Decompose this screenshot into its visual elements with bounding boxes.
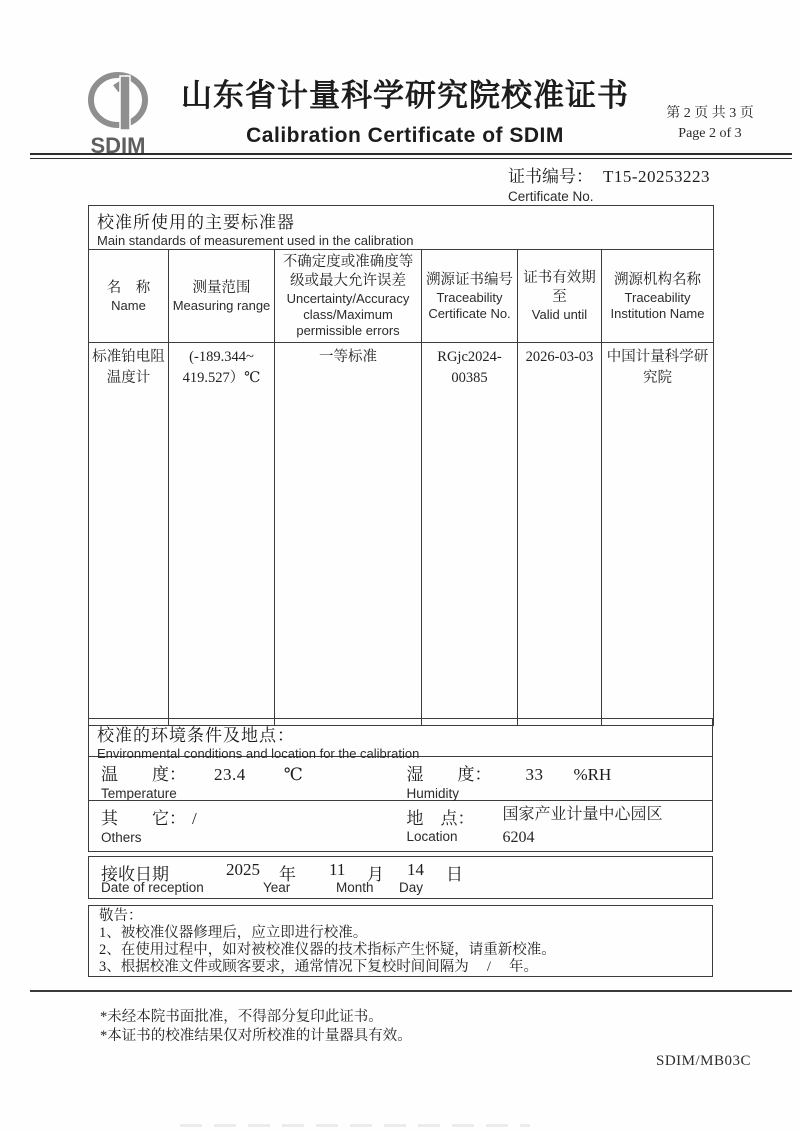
certificate-no-value: T15-20253223 xyxy=(603,167,711,186)
col-header-uncertainty: 不确定度或准确度等级或最大允许误差 Uncertainty/Accuracy class/Maximum permissible errors xyxy=(275,250,422,343)
col-header-traceability-no: 溯源证书编号 Traceability Certificate No. xyxy=(422,250,518,343)
page-number-en: Page 2 of 3 xyxy=(678,126,742,141)
environment-title-cn: 校准的环境条件及地点： xyxy=(97,726,295,745)
page-title-en: Calibration Certificate of SDIM xyxy=(246,124,564,147)
footnote-2: *本证书的校准结果仅对所校准的计量器具有效。 xyxy=(100,1028,412,1044)
sdim-logo-graphic xyxy=(78,72,164,158)
standards-table xyxy=(88,205,714,726)
temperature-label-en: Temperature xyxy=(101,786,177,801)
col-header-name: 名 称 Name xyxy=(89,250,169,343)
notice-item-2: 2、在使用过程中，如对被校准仪器的技术指标产生怀疑，请重新校准。 xyxy=(99,942,556,958)
temperature-value: 23.4 xyxy=(214,765,246,784)
others-location-row xyxy=(89,801,712,851)
svg-text:SDIM: SDIM xyxy=(90,133,146,158)
location-label-cn: 地 点： xyxy=(406,809,475,828)
cell-valid-until: 2026-03-03 xyxy=(518,343,602,726)
reception-month-en: Month xyxy=(336,880,374,895)
reception-day-cn: 日 xyxy=(446,865,463,884)
header-titles xyxy=(170,70,640,148)
reception-date-section xyxy=(88,856,713,899)
col-header-institution: 溯源机构名称 Traceability Institution Name xyxy=(602,250,714,343)
humidity-label-cn: 湿 度： xyxy=(406,765,492,784)
standards-title-cn: 校准所使用的主要标准器 xyxy=(97,213,295,232)
notice-item-3: 3、根据校准文件或顾客要求，通常情况下复校时间间隔为 / 年。 xyxy=(99,959,539,975)
temp-humidity-row xyxy=(89,757,712,801)
cell-traceability-no: RGjc2024-00385 xyxy=(422,343,518,726)
certificate-no-label-cn: 证书编号： xyxy=(508,167,593,186)
footer-divider xyxy=(30,990,792,992)
others-label-cn: 其 它： xyxy=(101,809,186,828)
reception-month-value: 11 xyxy=(329,860,346,879)
notice-title: 敬告： xyxy=(99,908,143,924)
reception-day-en: Day xyxy=(399,880,424,895)
reception-label-en: Date of reception xyxy=(101,880,204,895)
standards-table-section xyxy=(88,205,713,718)
others-value: / xyxy=(192,809,197,828)
humidity-label-en: Humidity xyxy=(406,786,460,801)
location-field xyxy=(407,804,713,851)
environment-section xyxy=(88,718,713,852)
reception-year-value: 2025 xyxy=(226,860,260,879)
others-field xyxy=(101,804,407,851)
certificate-no-label-en: Certificate No. xyxy=(508,189,594,204)
form-code: SDIM/MB03C xyxy=(656,1053,752,1069)
location-label-en: Location xyxy=(406,829,458,844)
sdim-logo-icon xyxy=(78,72,164,158)
notice-section xyxy=(88,905,713,977)
standards-data-row xyxy=(89,343,714,726)
col-header-valid-until: 证书有效期至 Valid until xyxy=(518,250,602,343)
cell-measuring-range: (-189.344~ 419.527）℃ xyxy=(169,343,275,726)
location-value-line2: 6204 xyxy=(502,829,535,846)
humidity-value: 33 xyxy=(525,765,544,784)
temperature-field xyxy=(101,760,407,800)
scan-artifact xyxy=(180,1124,530,1127)
temperature-unit: ℃ xyxy=(283,765,303,784)
environment-title xyxy=(89,719,712,761)
col-header-range: 测量范围 Measuring range xyxy=(169,250,275,343)
reception-day-value: 14 xyxy=(407,860,424,879)
cell-institution: 中国计量科学研究院 xyxy=(602,343,714,726)
location-value-line1: 国家产业计量中心园区 xyxy=(502,806,663,823)
others-label-en: Others xyxy=(101,830,142,845)
standards-header-row xyxy=(89,250,714,343)
header-divider xyxy=(30,153,792,159)
page-title: 山东省计量科学研究院校准证书 xyxy=(181,78,629,113)
footnotes xyxy=(100,1008,412,1046)
standards-table-title xyxy=(89,206,714,250)
certificate-number-block xyxy=(508,162,710,204)
cell-standard-name: 标准铂电阻温度计 xyxy=(89,343,169,726)
notice-item-1: 1、被校准仪器修理后，应立即进行校准。 xyxy=(99,925,368,941)
reception-year-cn: 年 xyxy=(279,865,296,884)
environment-title-en: Environmental conditions and location for the calibration xyxy=(97,746,420,761)
standards-title-en: Main standards of measurement used in the calibration xyxy=(97,233,414,248)
footnote-1: *未经本院书面批准，不得部分复印此证书。 xyxy=(100,1009,383,1025)
reception-month-cn: 月 xyxy=(367,865,384,884)
cell-uncertainty: 一等标准 xyxy=(275,343,422,726)
page-number-cn: 第 2 页 共 3 页 xyxy=(666,106,754,121)
reception-year-en: Year xyxy=(263,880,291,895)
humidity-unit: %RH xyxy=(573,765,612,784)
temperature-label-cn: 温 度： xyxy=(101,765,186,784)
page-number-block xyxy=(645,104,775,144)
humidity-field xyxy=(407,760,713,800)
reception-label-cn: 接收日期 xyxy=(101,865,169,884)
